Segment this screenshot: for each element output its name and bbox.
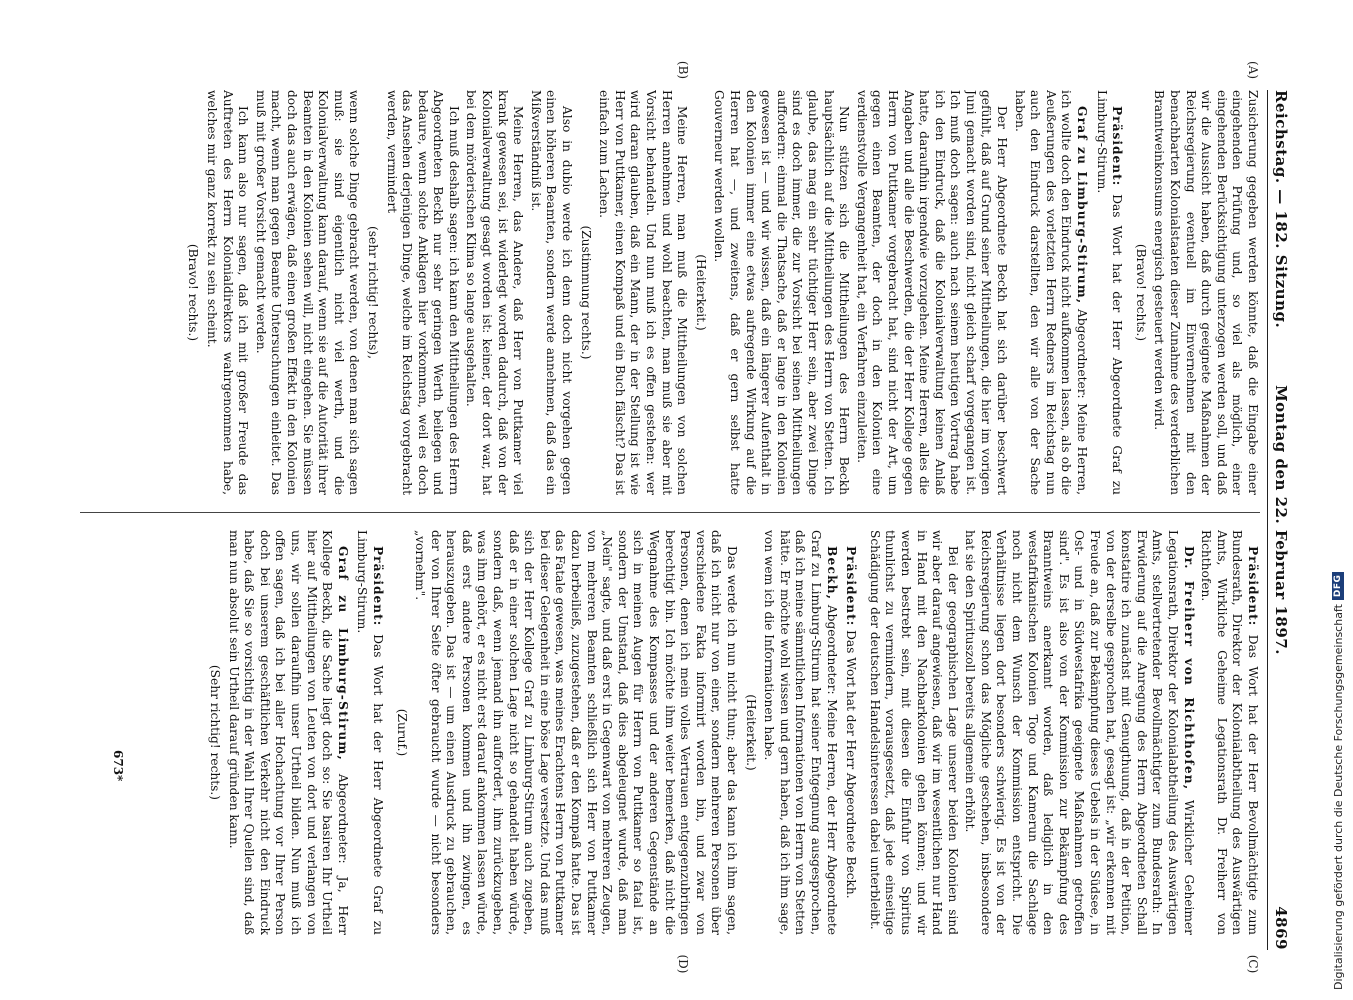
dfg-logo: DFG: [1332, 572, 1344, 601]
digitization-credit: [1324, 0, 1352, 990]
speaker-label: Präsident:: [1110, 106, 1125, 187]
column-divider: [80, 512, 1260, 513]
paragraph: [761, 530, 839, 935]
margin-mark-a: (A): [1246, 60, 1260, 80]
paragraph: wenn solche Dinge gebracht werden, von denen man sich sagen muß: sie sind eigentlich nicht viel werth, und die Kolonialverwaltung kann darauf, wenn sie auf die Autorität ihrer Beamten in den Kolonien sehen will, nicht eingehen. Sie müssen doch das auch erwägen, daß einen großen Effekt in den Kolonien macht, wenn man gegen Beamte Untersuchungen einleitet. Das muß mit großer Vorsicht gemacht werden.: [253, 90, 362, 495]
left-column: [80, 90, 1260, 495]
paragraph: Ich kann also nur sagen, daß ich mit großer Freude das Auftreten des Herrn Kolonialdirektors wahrgenommen habe, welches mir ganz korrekt zu sein scheint.: [205, 90, 251, 495]
speech-text: Abgeordneter: Meine Herren, der Herr Abgeordnete Graf zu Limburg-Stirum hat seiner Entgegnung ausgesprochen, daß ich meine sämmtlichen Informationen von Herrn von Stetten hätte. Er möchte wohl wissen und gern haben, daß ich ihm sage, von wem ich die Informationen habe.: [762, 530, 839, 935]
paragraph: Meine Herren, man muß die Mittheilungen von solchen Herren annehmen und wohl beachten, man muß sie aber mit Vorsicht behandeln. Und nun muß ich es offen gestehen: wer wird daran glauben, daß ein Mann, der in der Stellung ist wie Herr von Puttkamer, einen Kompaß und ein Buch fälscht? Das ist einfach zum Lachen.: [597, 90, 690, 495]
header-date: Montag den 22. Februar 1897.: [1272, 385, 1290, 655]
stage-direction: (Bravo! rechts.): [186, 243, 201, 342]
paragraph: Bei der geographischen Lage unserer beiden Kolonien sind wir aber darauf angewiesen, daß wir im wesentlichen nur Hand in Hand mit den Nachbarkolonien gehen können; und wir werden bestrebt sein, mit diesen die Einfuhr von Spiritus thunlichst zu vermindern, vorausgesetzt, daß jede einseitige Schädigung der deutschen Handelsinteressen dabei unterbleibt.: [867, 530, 960, 935]
header-session: Reichstag. — 182. Sitzung.: [1272, 90, 1290, 329]
rotated-page: [70, 60, 1290, 974]
speech-text: Abgeordneter: Ja, Herr Kollege Beckh, die Sache liegt doch so: Sie basiren Ihr Urtheil hier auf Mittheilungen von Leuten von dort und verlangen von uns, wir sollen daraufhin unser Urtheil bilden. Nun muß ich offen sagen, daß ich bei aller Hochachtung vor Ihrer Person doch bei unserem geschäftlichen Verkehr nicht den Eindruck habe, daß Sie so vorsichtig in der Wahl Ihrer Quellen sind, daß man nun absolut sein Urtheil darauf gründen kann.: [226, 530, 350, 935]
stage-direction: (Zuruf.): [394, 708, 409, 757]
speech-text: Wirklicher Geheimer Legationsrath, Direktor der Kolonialabtheilung des Auswärtigen Amts, stellvertretender Bevollmächtigter zum Bundesrath: In Erwiderung auf die Anregung des Herrn Abgeordneten Schall konstatire ich zunächst mit Genugthuung, daß in der Petition, von der derselbe gesprochen hat, gesagt ist: „wir erkennen mit Freude an, daß zur Bekämpfung dieses Uebels in der Südsee, in Ost- und in Südwestafrika geeignete Maßnahmen getroffen sind". Es ist also von der Kommission zur Bekämpfung des Branntweins anerkannt worden, daß lediglich in den westafrikanischen Kolonien Togo und Kamerun die Sachlage noch nicht dem Wunsch der Kommission entspricht. Die Verhältnisse liegen dort besonders schwierig. Es ist von der Reichsregierung schon das Mögliche geschehen, insbesondere hat sie den Spirituszoll bereits allgemein erhöht.: [963, 530, 1196, 935]
stage-direction: (Heiterkeit.): [693, 254, 708, 331]
speaker-label: Graf zu Limburg-Stirum,: [1075, 106, 1090, 305]
stage-direction: (sehr richtig! rechts),: [365, 225, 380, 360]
signature-mark: 673*: [111, 750, 125, 782]
speaker-label: Graf zu Limburg-Stirum,: [335, 546, 350, 761]
speech-text: Das Wort hat der Herr Abgeordnete Graf zu Limburg-Stirum.: [355, 530, 385, 935]
credit-text: Digitalisierung gefördert durch die Deutsche Forschungsgemeinschaft: [1331, 604, 1345, 990]
speech-text: Das Wort hat der Herr Abgeordnete Beckh.: [844, 626, 859, 899]
speech-text: Abgeordneter: Meine Herren, ich wollte doch den Eindruck nicht aufkommen lassen, als ob die Aeußerungen des vorletzten Herrn Redners im Reichstag nun auch den Eindruck darstellten, den wir alle von der Sache haben.: [1012, 90, 1090, 495]
stage-direction: (Heiterkeit.): [743, 694, 758, 771]
margin-mark-b: (B): [676, 60, 690, 80]
stage-direction: (Bravo! rechts.): [1133, 243, 1148, 342]
stage-direction: (Sehr richtig! rechts.): [208, 664, 222, 801]
speaker-label: Beckh,: [824, 546, 839, 601]
stage-direction: (Zustimmung rechts.): [578, 225, 593, 360]
paragraph: [1011, 90, 1089, 495]
speaker-label: Präsident:: [1246, 546, 1260, 627]
margin-mark-d: (D): [676, 954, 690, 974]
paragraph: Ich muß deshalb sagen: ich kann den Mittheilungen des Herrn Abgeordneten Beckh nur sehr geringen Werth beilegen und bedaure, wenn solche Anklagen hier vorkommen, weil es doch das Ansehen derjenigen Dinge, welche im Reichstag vorgebracht werden, vermindert: [384, 90, 461, 495]
speaker-label: Präsident:: [844, 546, 859, 627]
paragraph: [354, 530, 385, 935]
paragraph: [843, 530, 859, 935]
right-column: [80, 530, 1260, 935]
paragraph: Das werde ich nun nicht thun; aber das kann ich ihm sagen, daß ich nicht nur von einer, sondern mehreren Personen über verschiedene Fakta informirt worden bin, und zwar von Personen, denen ich mein volles Vertrauen entgegenzubringen berechtigt bin. Ich möchte ihm weiter bemerken, daß nicht die Wegnahme des Kompasses und der anderen Gegenstände an sich in meinen Augen für Herrn von Puttkamer so fatal ist, sondern der Umstand, daß dies abgeleugnet wurde, daß man „Nein" sagte, und daß erst in Gegenwart von mehreren Zeugen, von mehreren Beamten schließlich sich Herr von Puttkamer dazu herbeiließ, zuzugestehen, daß er den Kompaß hatte. Das ist das Fatale gewesen, was meines Erachtens Herrn von Puttkamer bei dieser Gelegenheit in eine böse Lage versetzte. Und das muß sich der Herr Kollege Graf zu Limburg-Stirum auch zugeben, daß er in einer solchen Lage nicht so gehandelt haben würde, sondern daß, wenn jemand ihn auffordert, ihm zurückzugeben, was ihm gehört, er es nicht erst darauf ankommen lassen würde, daß erst andere Personen kommen und ihn zwingen, es herauszugeben. Das ist — um einen Ausdruck zu gebrauchen, der von Ihrer Seite öfter gebraucht wurde — nicht besonders „vornehm".: [413, 530, 739, 935]
margin-mark-c: (C): [1246, 954, 1260, 974]
paragraph: Nun stützen sich die Mittheilungen des Herrn Beckh hauptsächlich auf die Mittheilungen des Herrn von Stetten. Ich glaube, das mag ein sehr tüchtiger Herr sein, aber zwei Dinge sind es doch immer, die zur Vorsicht bei seinen Mittheilungen auffordern: einmal die Thatsache, daß er lange in den Kolonien gewesen ist — und wir wissen, daß ein längerer Aufenthalt in den Kolonien immer eine etwas aufregende Wirkung auf die Herren hat —, und zweitens, daß er gern selbst hatte Gouverneur werden wollen.: [712, 90, 852, 495]
speaker-label: Präsident:: [370, 546, 385, 627]
paragraph: [962, 530, 1196, 935]
running-header: [1267, 90, 1290, 950]
page-number: 4869: [1272, 906, 1290, 950]
paragraph: Also in dubio werde ich denn doch nicht vorgehen gegen einen höheren Beamten, sondern werde annehmen, daß das ein Mißverständniß ist.: [528, 90, 575, 495]
paragraph: Der Herr Abgeordnete Beckh hat sich darüber beschwert gefühlt, daß auf Grund seiner Mittheilungen, die hier im vorigen Juni gemacht worden sind, nicht gleich scharf vorgegangen ist. Ich muß doch sagen: auch nach seinem heutigen Vortrag habe ich den Eindruck, daß die Kolonialverwaltung keinen Anlaß hatte, daraufhin irgendwie vorzugehen. Meine Herren, alles die Angaben und alle die Beschwerden, die der Herr Kollege gegen Herrn von Puttkamer vorgebracht hat, sind nicht der Art, um gegen einen Beamten, der doch in den Kolonien eine verdienstvolle Vergangenheit hat, ein Verfahren einzuleiten.: [854, 90, 1010, 495]
speaker-label: Dr. Freiherr von Richthofen,: [1181, 546, 1196, 791]
paragraph: [1093, 90, 1124, 495]
speech-text: Das Wort hat der Herr Abgeordnete Graf zu Limburg-Stirum.: [1094, 90, 1125, 495]
paragraph: Meine Herren, das Andere, daß Herr von Puttkamer viel krank gewesen sei, ist widerlegt worden dadurch, daß von der Kolonialverwaltung gesagt worden ist: keiner, der dort war, hat bei dem mörderischen Klima so lange ausgehalten.: [464, 90, 526, 495]
speech-text: Das Wort hat der Herr Bevollmächtigte zum Bundesrath, Direktor der Kolonialabtheilung des Auswärtigen Amts, Wirkliche Geheime Legationsrath Dr. Freiherr von Richthofen.: [1199, 530, 1260, 935]
paragraph: Zusicherung gegeben werden könnte, daß die Eingabe einer eingehenden Prüfung und, so viel als möglich, einer eingehenden Berücksichtigung unterzogen werden soll, und daß wir die Aussicht haben, daß durch geeignete Maßnahmen der Reichsregierung eventuell im Einvernehmen mit den benachbarten Kolonialstaaten dieser Zunahme des verderblichen Branntweinkonsums energisch gesteuert werden wird.: [1152, 90, 1260, 495]
paragraph: [1198, 530, 1260, 935]
paragraph: [225, 530, 350, 935]
